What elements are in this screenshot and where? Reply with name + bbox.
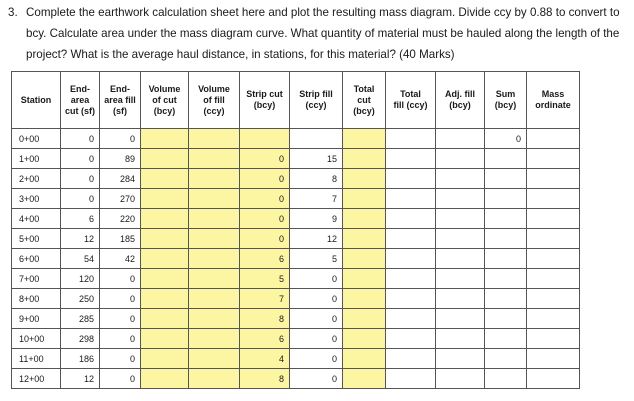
cell-mass-ordinate: [527, 129, 580, 149]
cell-station: 10+00: [12, 329, 61, 349]
cell-end-area-fill: 0: [100, 309, 141, 329]
cell-end-area-fill: 42: [100, 249, 141, 269]
cell-end-area-cut: 0: [61, 129, 100, 149]
cell-strip-fill: 9: [290, 209, 343, 229]
cell-total-cut: [343, 189, 386, 209]
header-end-area-cut: End- area cut (sf): [61, 72, 100, 129]
cell-sum: [485, 309, 527, 329]
cell-sum: [485, 249, 527, 269]
question-number: 3.: [8, 6, 18, 19]
question-text: Complete the earthwork calculation sheet here and plot the resulting mass diagram. Divide ccy by 0.88 to convert to bcy. Calculate area under the mass diagram curve. What quantity of material must be hauled along the length of the project? What is the average haul distance, in stations, for this material? (40 Marks): [26, 6, 620, 61]
cell-end-area-cut: 0: [61, 149, 100, 169]
cell-mass-ordinate: [527, 289, 580, 309]
cell-end-area-cut: 0: [61, 189, 100, 209]
cell-volume-fill: [189, 169, 240, 189]
cell-mass-ordinate: [527, 329, 580, 349]
cell-adj-fill: [436, 349, 485, 369]
cell-strip-fill: 12: [290, 229, 343, 249]
cell-total-cut: [343, 289, 386, 309]
cell-strip-fill: [290, 129, 343, 149]
table-row: [12, 269, 580, 289]
cell-strip-fill: 0: [290, 289, 343, 309]
cell-volume-fill: [189, 249, 240, 269]
cell-end-area-fill: 0: [100, 289, 141, 309]
cell-total-cut: [343, 169, 386, 189]
cell-volume-cut: [141, 149, 189, 169]
header-volume-cut: Volume of cut (bcy): [141, 72, 189, 129]
cell-mass-ordinate: [527, 269, 580, 289]
cell-total-fill: [386, 149, 436, 169]
cell-sum: [485, 229, 527, 249]
cell-end-area-fill: 0: [100, 329, 141, 349]
cell-total-cut: [343, 229, 386, 249]
cell-sum: [485, 169, 527, 189]
cell-station: 2+00: [12, 169, 61, 189]
cell-volume-cut: [141, 229, 189, 249]
cell-strip-cut: 7: [240, 289, 290, 309]
cell-sum: 0: [485, 129, 527, 149]
cell-station: 11+00: [12, 349, 61, 369]
cell-end-area-fill: 0: [100, 129, 141, 149]
cell-volume-cut: [141, 289, 189, 309]
cell-mass-ordinate: [527, 369, 580, 389]
cell-total-fill: [386, 229, 436, 249]
cell-station: 12+00: [12, 369, 61, 389]
cell-volume-cut: [141, 249, 189, 269]
cell-volume-fill: [189, 189, 240, 209]
cell-end-area-cut: 6: [61, 209, 100, 229]
cell-volume-fill: [189, 129, 240, 149]
header-adj-fill: Adj. fill (bcy): [436, 72, 485, 129]
earthwork-table: [11, 71, 580, 389]
cell-volume-fill: [189, 229, 240, 249]
cell-volume-fill: [189, 329, 240, 349]
cell-sum: [485, 189, 527, 209]
cell-total-fill: [386, 309, 436, 329]
cell-adj-fill: [436, 269, 485, 289]
cell-volume-fill: [189, 309, 240, 329]
cell-adj-fill: [436, 309, 485, 329]
cell-volume-cut: [141, 329, 189, 349]
cell-total-fill: [386, 369, 436, 389]
header-end-area-fill: End- area fill (sf): [100, 72, 141, 129]
header-sum: Sum (bcy): [485, 72, 527, 129]
cell-strip-fill: 0: [290, 309, 343, 329]
cell-mass-ordinate: [527, 209, 580, 229]
table-body: [12, 129, 580, 389]
cell-adj-fill: [436, 329, 485, 349]
cell-total-fill: [386, 349, 436, 369]
cell-volume-fill: [189, 269, 240, 289]
cell-strip-cut: 0: [240, 149, 290, 169]
cell-end-area-cut: 285: [61, 309, 100, 329]
cell-volume-fill: [189, 209, 240, 229]
table-row: [12, 249, 580, 269]
cell-sum: [485, 349, 527, 369]
cell-total-fill: [386, 189, 436, 209]
header-strip-cut: Strip cut (bcy): [240, 72, 290, 129]
cell-strip-fill: 8: [290, 169, 343, 189]
cell-volume-cut: [141, 189, 189, 209]
cell-station: 4+00: [12, 209, 61, 229]
cell-volume-cut: [141, 169, 189, 189]
cell-end-area-cut: 250: [61, 289, 100, 309]
cell-adj-fill: [436, 369, 485, 389]
cell-total-cut: [343, 369, 386, 389]
cell-adj-fill: [436, 209, 485, 229]
cell-adj-fill: [436, 189, 485, 209]
cell-strip-fill: 0: [290, 329, 343, 349]
cell-end-area-fill: 0: [100, 349, 141, 369]
cell-mass-ordinate: [527, 189, 580, 209]
cell-sum: [485, 149, 527, 169]
cell-strip-cut: 0: [240, 189, 290, 209]
cell-station: 6+00: [12, 249, 61, 269]
cell-adj-fill: [436, 289, 485, 309]
table-row: [12, 209, 580, 229]
table-row: [12, 129, 580, 149]
header-mass-ordinate: Mass ordinate: [527, 72, 580, 129]
table-row: [12, 169, 580, 189]
cell-strip-fill: 7: [290, 189, 343, 209]
header-row: [12, 72, 580, 129]
cell-volume-fill: [189, 369, 240, 389]
cell-strip-cut: 0: [240, 209, 290, 229]
cell-strip-cut: 6: [240, 329, 290, 349]
cell-strip-cut: 6: [240, 249, 290, 269]
table-row: [12, 309, 580, 329]
cell-total-cut: [343, 149, 386, 169]
cell-adj-fill: [436, 149, 485, 169]
cell-end-area-cut: 298: [61, 329, 100, 349]
cell-end-area-fill: 284: [100, 169, 141, 189]
cell-total-fill: [386, 269, 436, 289]
cell-adj-fill: [436, 229, 485, 249]
cell-mass-ordinate: [527, 309, 580, 329]
cell-total-fill: [386, 169, 436, 189]
cell-total-cut: [343, 249, 386, 269]
cell-end-area-cut: 0: [61, 169, 100, 189]
cell-total-fill: [386, 209, 436, 229]
cell-strip-cut: [240, 129, 290, 149]
table-row: [12, 369, 580, 389]
cell-end-area-cut: 12: [61, 369, 100, 389]
cell-end-area-fill: 220: [100, 209, 141, 229]
cell-end-area-cut: 12: [61, 229, 100, 249]
table-row: [12, 349, 580, 369]
cell-end-area-fill: 185: [100, 229, 141, 249]
cell-strip-fill: 0: [290, 349, 343, 369]
cell-sum: [485, 269, 527, 289]
cell-station: 5+00: [12, 229, 61, 249]
cell-sum: [485, 369, 527, 389]
cell-strip-cut: 5: [240, 269, 290, 289]
cell-end-area-fill: 89: [100, 149, 141, 169]
cell-mass-ordinate: [527, 249, 580, 269]
cell-volume-cut: [141, 369, 189, 389]
cell-volume-fill: [189, 149, 240, 169]
cell-total-cut: [343, 129, 386, 149]
table-row: [12, 149, 580, 169]
cell-total-cut: [343, 309, 386, 329]
cell-station: 3+00: [12, 189, 61, 209]
cell-station: 9+00: [12, 309, 61, 329]
cell-strip-cut: 4: [240, 349, 290, 369]
cell-strip-cut: 8: [240, 369, 290, 389]
cell-strip-cut: 0: [240, 169, 290, 189]
cell-strip-cut: 0: [240, 229, 290, 249]
cell-sum: [485, 289, 527, 309]
header-total-cut: Total cut (bcy): [343, 72, 386, 129]
cell-station: 1+00: [12, 149, 61, 169]
cell-total-fill: [386, 129, 436, 149]
cell-adj-fill: [436, 129, 485, 149]
cell-sum: [485, 209, 527, 229]
cell-mass-ordinate: [527, 229, 580, 249]
cell-total-cut: [343, 269, 386, 289]
cell-total-fill: [386, 289, 436, 309]
cell-end-area-cut: 120: [61, 269, 100, 289]
table-row: [12, 229, 580, 249]
header-total-fill: Total fill (ccy): [386, 72, 436, 129]
cell-strip-fill: 0: [290, 269, 343, 289]
cell-station: 7+00: [12, 269, 61, 289]
cell-volume-fill: [189, 349, 240, 369]
cell-total-cut: [343, 349, 386, 369]
cell-total-fill: [386, 249, 436, 269]
cell-total-cut: [343, 329, 386, 349]
question: [8, 2, 630, 65]
cell-volume-cut: [141, 129, 189, 149]
cell-volume-cut: [141, 269, 189, 289]
cell-station: 8+00: [12, 289, 61, 309]
table-row: [12, 189, 580, 209]
cell-end-area-cut: 54: [61, 249, 100, 269]
cell-end-area-fill: 0: [100, 269, 141, 289]
cell-volume-cut: [141, 309, 189, 329]
cell-station: 0+00: [12, 129, 61, 149]
table-row: [12, 289, 580, 309]
cell-sum: [485, 329, 527, 349]
table-row: [12, 329, 580, 349]
header-station: Station: [12, 72, 61, 129]
cell-mass-ordinate: [527, 169, 580, 189]
cell-total-fill: [386, 329, 436, 349]
header-strip-fill: Strip fill (ccy): [290, 72, 343, 129]
cell-volume-fill: [189, 289, 240, 309]
cell-strip-fill: 0: [290, 369, 343, 389]
cell-end-area-fill: 270: [100, 189, 141, 209]
cell-strip-fill: 15: [290, 149, 343, 169]
cell-adj-fill: [436, 249, 485, 269]
cell-strip-cut: 8: [240, 309, 290, 329]
cell-mass-ordinate: [527, 149, 580, 169]
cell-volume-cut: [141, 349, 189, 369]
cell-strip-fill: 5: [290, 249, 343, 269]
cell-end-area-cut: 186: [61, 349, 100, 369]
cell-volume-cut: [141, 209, 189, 229]
header-volume-fill: Volume of fill (ccy): [189, 72, 240, 129]
cell-adj-fill: [436, 169, 485, 189]
cell-end-area-fill: 0: [100, 369, 141, 389]
cell-mass-ordinate: [527, 349, 580, 369]
cell-total-cut: [343, 209, 386, 229]
